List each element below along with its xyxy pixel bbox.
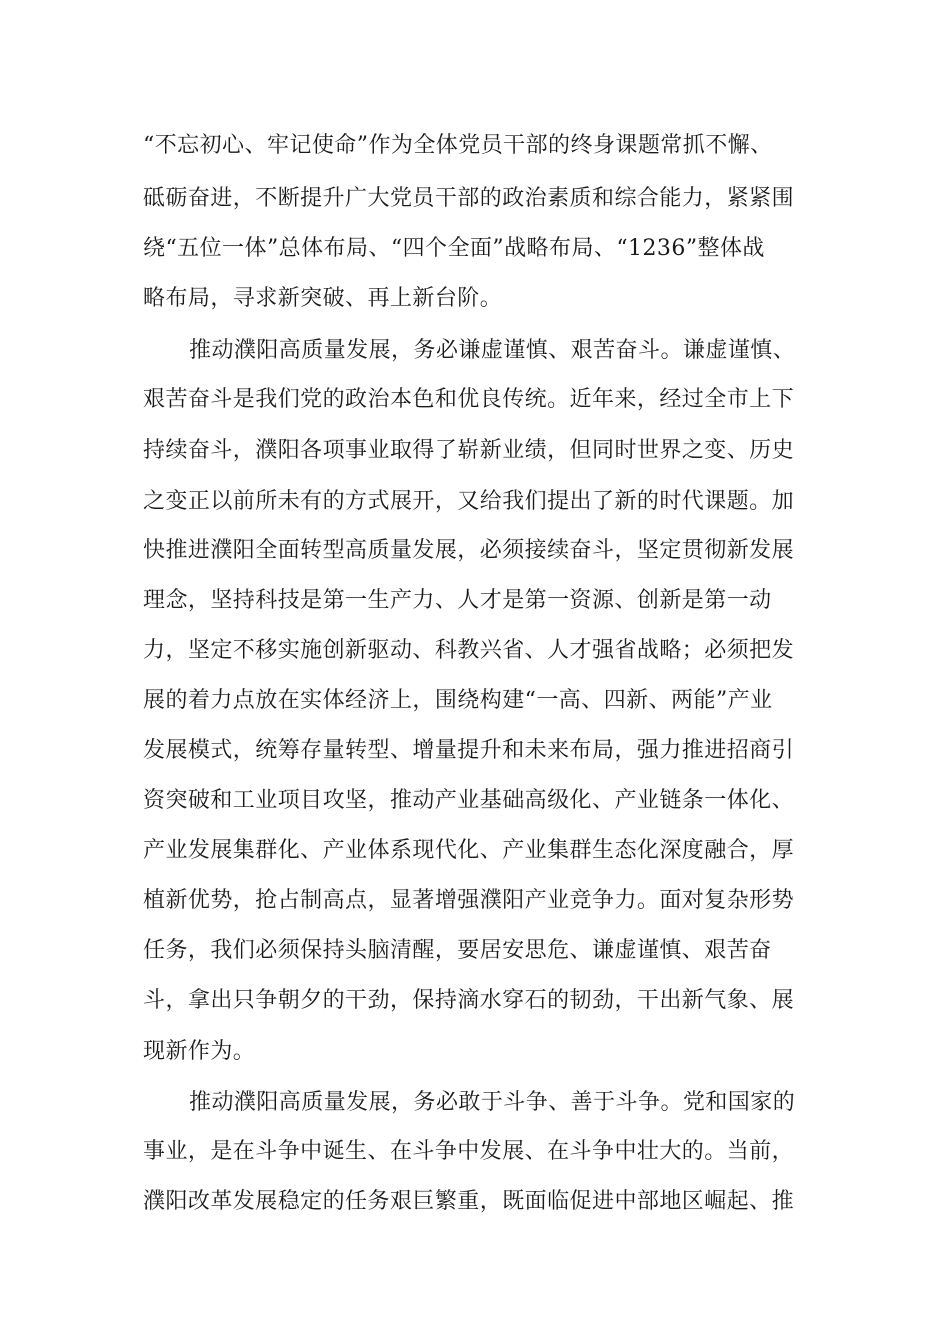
text-line: 植新优势，抢占制高点，显著增强濮阳产业竞争力。面对复杂形势: [143, 888, 795, 913]
paragraph-first-line: 推动濮阳高质量发展，务必谦虚谨慎、艰苦奋斗。谦虚谨慎、: [189, 338, 796, 363]
text-line: 砥砺奋进，不断提升广大党员干部的政治素质和综合能力，紧紧围: [143, 186, 795, 211]
text-line: 持续奋斗，濮阳各项事业取得了崭新业绩，但同时世界之变、历史: [143, 438, 795, 463]
text-line: 理念，坚持科技是第一生产力、人才是第一资源、创新是第一动: [143, 588, 772, 613]
text-line: “不忘初心、牢记使命”作为全体党员干部的终身课题常抓不懈、: [143, 133, 773, 158]
text-line: 濮阳改革发展稳定的任务艰巨繁重，既面临促进中部地区崛起、推: [143, 1189, 795, 1214]
text-line: 之变正以前所未有的方式展开，又给我们提出了新的时代课题。加: [143, 489, 795, 514]
text-line: 现新作为。: [143, 1039, 256, 1064]
text-line: 略布局，寻求新突破、再上新台阶。: [143, 286, 503, 311]
text-line: 发展模式，统筹存量转型、增量提升和未来布局，强力推进招商引: [143, 738, 795, 763]
text-line: 事业，是在斗争中诞生、在斗争中发展、在斗争中壮大的。当前，: [143, 1139, 795, 1164]
text-line: 任务，我们必须保持头脑清醒，要居安思危、谦虚谨慎、艰苦奋: [143, 938, 772, 963]
text-line: 资突破和工业项目攻坚，推动产业基础高级化、产业链条一体化、: [143, 788, 795, 813]
text-line: 艰苦奋斗是我们党的政治本色和优良传统。近年来，经过全市上下: [143, 387, 795, 412]
text-line: 绕“五位一体”总体布局、“四个全面”战略布局、“1236”整体战: [143, 236, 765, 261]
text-line: 力，坚定不移实施创新驱动、科教兴省、人才强省战略；必须把发: [143, 638, 795, 663]
text-line: 展的着力点放在实体经济上，围绕构建“一高、四新、两能”产业: [143, 688, 773, 713]
paragraph-first-line: 推动濮阳高质量发展，务必敢于斗争、善于斗争。党和国家的: [189, 1090, 796, 1115]
text-line: 斗，拿出只争朝夕的干劲，保持滴水穿石的韧劲，干出新气象、展: [143, 988, 795, 1013]
text-line: 产业发展集群化、产业体系现代化、产业集群生态化深度融合，厚: [143, 838, 795, 863]
text-line: 快推进濮阳全面转型高质量发展，必须接续奋斗，坚定贯彻新发展: [143, 538, 795, 563]
